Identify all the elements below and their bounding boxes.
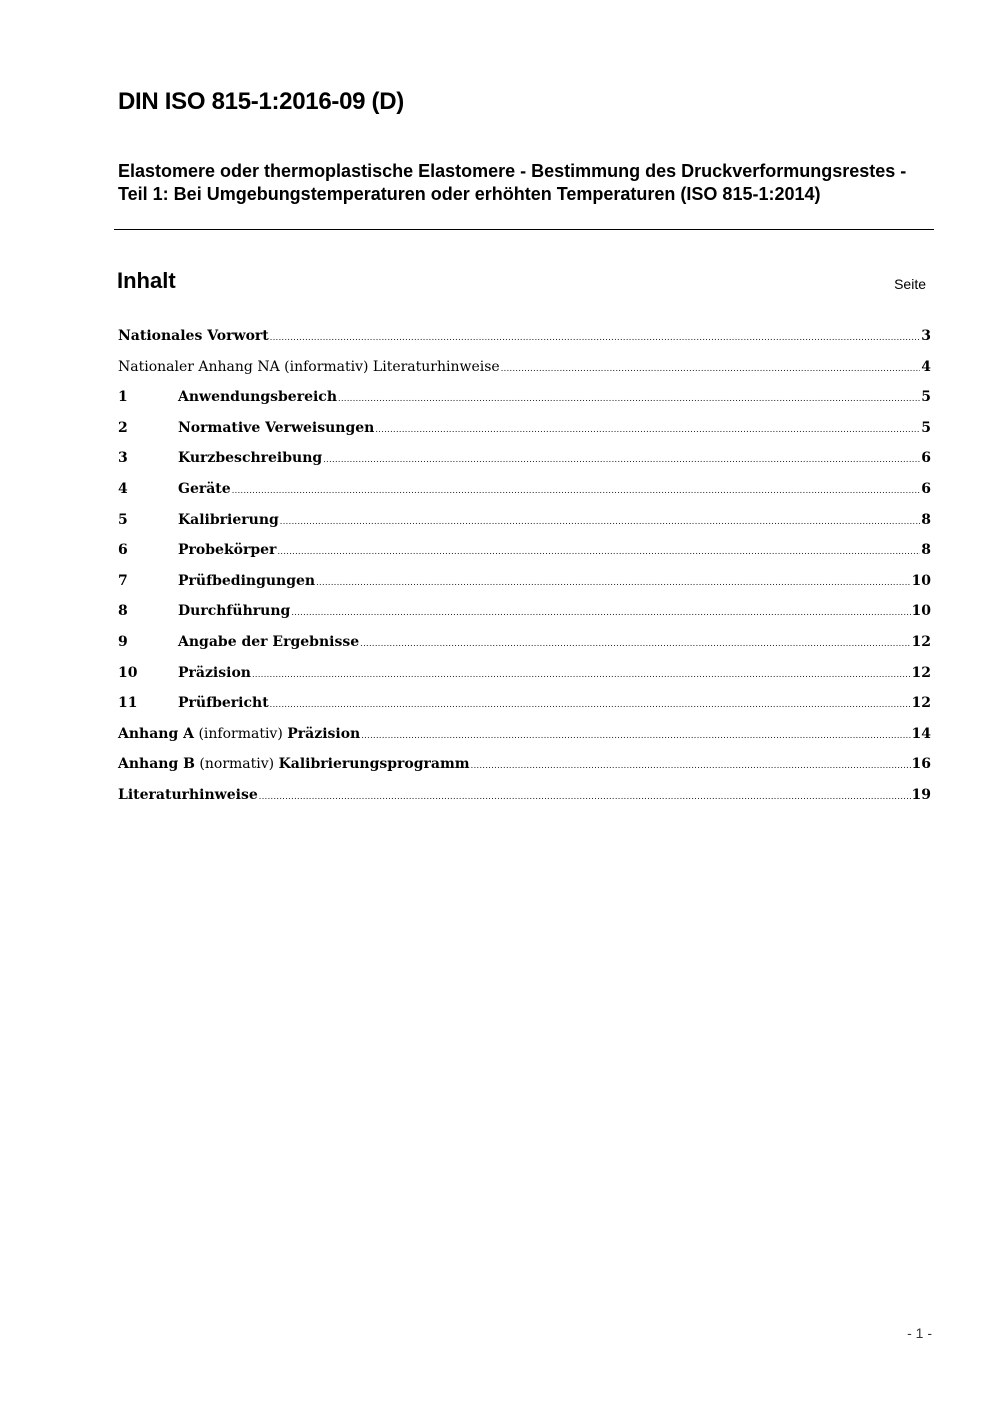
toc-dot-leader <box>361 721 910 749</box>
toc-entry[interactable] <box>118 598 931 629</box>
toc-entry-title-part: (normativ) <box>194 756 279 773</box>
title-divider <box>114 229 934 230</box>
toc-entry-title <box>118 323 269 349</box>
toc-entry-page: 19 <box>911 786 931 803</box>
toc-entry-number: 2 <box>118 419 128 436</box>
page-number: - 1 - <box>907 1325 932 1341</box>
toc-entry[interactable] <box>118 507 931 538</box>
toc-entry-title-part: Geräte <box>178 480 231 497</box>
toc-entry[interactable] <box>118 354 931 385</box>
toc-entry-number: 4 <box>118 480 128 497</box>
toc-dot-leader <box>252 660 911 688</box>
toc-entry-title <box>178 660 251 686</box>
toc-entry-page: 5 <box>921 419 931 436</box>
toc-entry-page: 6 <box>921 480 931 497</box>
toc-entry-number: 10 <box>118 664 138 681</box>
toc-entry-title-part: Angabe der Ergebnisse <box>178 633 360 650</box>
toc-entry-title-part: Literaturhinweise <box>118 786 258 803</box>
toc-entry-page: 12 <box>911 695 931 712</box>
toc-entry[interactable] <box>118 568 931 599</box>
toc-entry-title <box>178 415 374 441</box>
toc-entry-title-part: Kurzbeschreibung <box>178 450 323 467</box>
toc-entry-page: 6 <box>921 450 931 467</box>
toc-entry-number: 1 <box>118 389 128 406</box>
toc-entry-title-part: Präzision <box>287 725 361 742</box>
toc-entry-number: 5 <box>118 511 128 528</box>
toc-dot-leader <box>232 476 921 504</box>
toc-entry[interactable] <box>118 476 931 507</box>
toc-entry-title <box>118 721 360 747</box>
toc-dot-leader <box>471 751 911 779</box>
toc-entry-title <box>118 782 258 808</box>
toc-entry-title-part: Probekörper <box>178 542 277 559</box>
toc-entry-number: 11 <box>118 695 138 712</box>
toc-entry[interactable] <box>118 629 931 660</box>
toc-dot-leader <box>501 354 921 382</box>
toc-entry-title-part: Durchführung <box>178 603 291 620</box>
toc-entry-number: 6 <box>118 542 128 559</box>
toc-dot-leader <box>277 537 920 565</box>
toc-heading: Inhalt <box>117 268 176 293</box>
toc-entry[interactable] <box>118 445 931 476</box>
toc-entry[interactable] <box>118 660 931 691</box>
toc-entry[interactable] <box>118 384 931 415</box>
toc-entry-title <box>178 598 290 624</box>
toc-entry-title-part: Kalibrierung <box>178 511 279 528</box>
toc-entry[interactable] <box>118 721 931 752</box>
document-title: DIN ISO 815-1:2016-09 (D) <box>118 88 404 115</box>
toc-entry-page: 16 <box>911 756 931 773</box>
toc-entry-page: 8 <box>921 511 931 528</box>
toc-entry-title <box>178 507 279 533</box>
toc-entry-title <box>178 629 359 655</box>
toc-dot-leader <box>316 568 910 596</box>
document-subtitle: Elastomere oder thermoplastische Elastomere - Bestimmung des Druckverformungsrestes - Teil 1: Bei Umgebungstemperaturen oder erhöhten Temperaturen (ISO 815-1:2014) <box>118 161 907 204</box>
toc-entry-title-part: Präzision <box>178 664 251 681</box>
toc-entry-title-part: Normative Verweisungen <box>178 419 375 436</box>
toc-entry-page: 3 <box>921 328 931 344</box>
toc-entry-number: 3 <box>118 450 128 467</box>
toc-entry-title-part: Anhang B <box>118 756 195 773</box>
toc-entry-page: 5 <box>921 389 931 406</box>
toc-entry[interactable] <box>118 690 931 721</box>
toc-entry-title-part: Anwendungsbereich <box>178 389 337 406</box>
toc-entry-page: 12 <box>911 664 931 681</box>
toc-entry-page: 10 <box>911 603 931 620</box>
toc-entry-title <box>118 751 470 777</box>
toc-dot-leader <box>375 415 920 443</box>
toc-entry-title <box>118 354 500 380</box>
toc-entry-title <box>178 384 337 410</box>
toc-dot-leader <box>360 629 910 657</box>
toc-entry-title <box>178 568 315 594</box>
toc-entry-page: 8 <box>921 542 931 559</box>
toc-page-column-label: Seite <box>894 276 926 292</box>
toc-entry-title-part: Nationaler Anhang NA (informativ) Literaturhinweise <box>118 358 500 375</box>
toc-entry[interactable] <box>118 415 931 446</box>
toc-entry-title-part: Kalibrierungsprogramm <box>278 756 470 773</box>
toc-entry-number: 7 <box>118 572 128 589</box>
toc-entry-number: 8 <box>118 603 128 620</box>
toc-entry-number: 9 <box>118 633 128 650</box>
toc-entry-page: 14 <box>911 725 931 742</box>
toc-entry-page: 4 <box>921 358 931 375</box>
toc-dot-leader <box>323 445 920 473</box>
toc-entry-title-part: Nationales Vorwort <box>118 328 269 344</box>
toc-entry-title <box>178 445 322 471</box>
toc-dot-leader <box>291 598 910 626</box>
toc-entry-page: 10 <box>911 572 931 589</box>
toc-dot-leader <box>280 507 920 535</box>
toc-entry-title-part: Prüfbericht <box>178 695 269 712</box>
toc-dot-leader <box>259 782 911 810</box>
toc-entry-title-part: Prüfbedingungen <box>178 572 316 589</box>
table-of-contents <box>118 323 931 813</box>
toc-dot-leader <box>338 384 920 412</box>
toc-entry-title-part: (informativ) <box>194 725 288 742</box>
toc-entry-page: 12 <box>911 633 931 650</box>
toc-entry-title-part: Anhang A <box>118 725 194 742</box>
toc-entry[interactable] <box>118 782 931 813</box>
toc-entry-title <box>178 690 269 716</box>
toc-entry-title <box>178 476 231 502</box>
toc-entry[interactable] <box>118 751 931 782</box>
toc-entry[interactable] <box>118 537 931 568</box>
toc-dot-leader <box>270 690 911 718</box>
toc-entry[interactable] <box>118 323 931 354</box>
toc-dot-leader <box>270 323 921 351</box>
toc-entry-title <box>178 537 276 563</box>
